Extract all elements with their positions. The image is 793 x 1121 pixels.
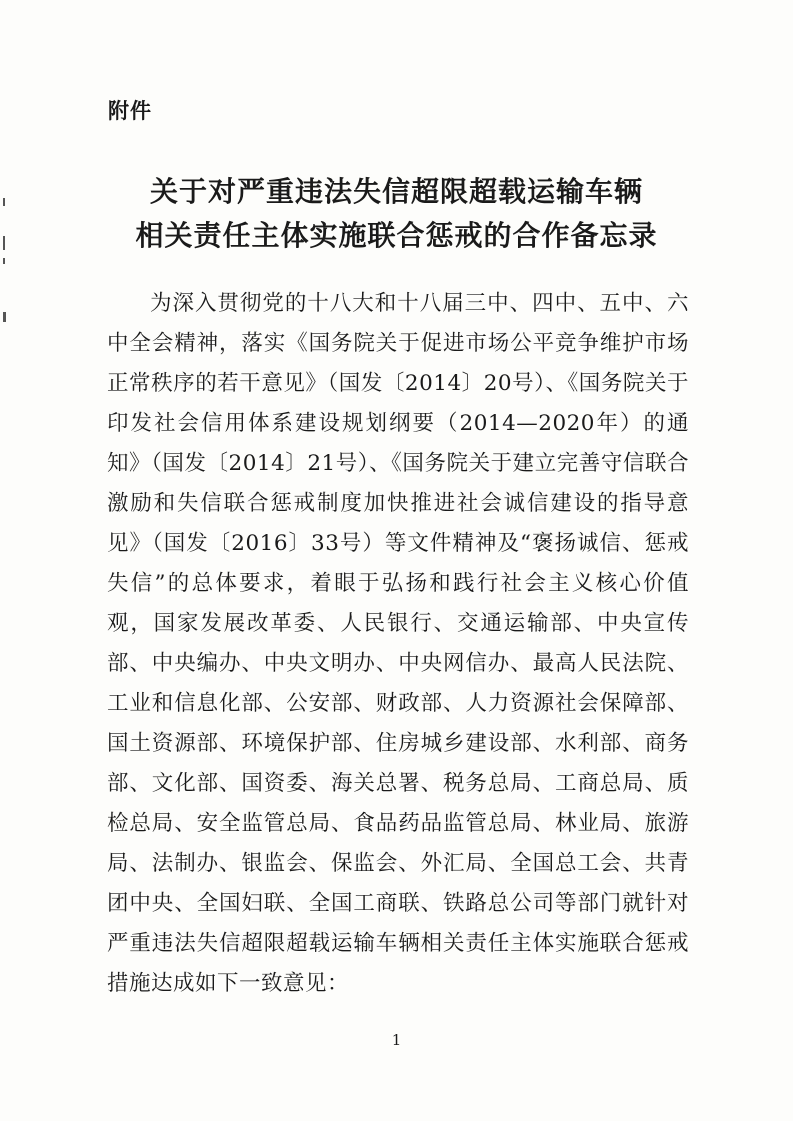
document-title-line-1: 关于对严重违法失信超限超载运输车辆 (149, 175, 643, 208)
scan-artifact (3, 312, 6, 322)
body-paragraph: 为深入贯彻党的十八大和十八届三中、四中、五中、六中全会精神，落实《国务院关于促进市场公平竞争维护市场正常秩序的若干意见》（国发〔2014〕20号）、《国务院关于印发社会信用体系建设规划纲要（2014—2020年）的通知》（国发〔2014〕21号）、《国务院关于建立完善守信联合激励和失信联合惩戒制度加快推进社会诚信建设的指导意见》（国发〔2016〕33号）等文件精神及“褒扬诚信、惩戒失信”的总体要求，着眼于弘扬和践行社会主义核心价值观，国家发展改革委、人民银行、交通运输部、中央宣传部、中央编办、中央文明办、中央网信办、最高人民法院、工业和信息化部、公安部、财政部、人力资源社会保障部、国土资源部、环境保护部、住房城乡建设部、水利部、商务部、文化部、国资委、海关总署、税务总局、工商总局、质检总局、安全监管总局、食品药品监管总局、林业局、旅游局、法制办、银监会、保监会、外汇局、全国总工会、共青团中央、全国妇联、全国工商联、铁路总公司等部门就针对严重违法失信超限超载运输车辆相关责任主体实施联合惩戒措施达成如下一致意见： (107, 291, 689, 996)
attachment-label: 附件 (108, 99, 152, 123)
scan-artifact (3, 258, 5, 264)
page-number: 1 (391, 1031, 402, 1049)
document-title-line-2: 相关责任主体实施联合惩戒的合作备忘录 (135, 219, 658, 252)
